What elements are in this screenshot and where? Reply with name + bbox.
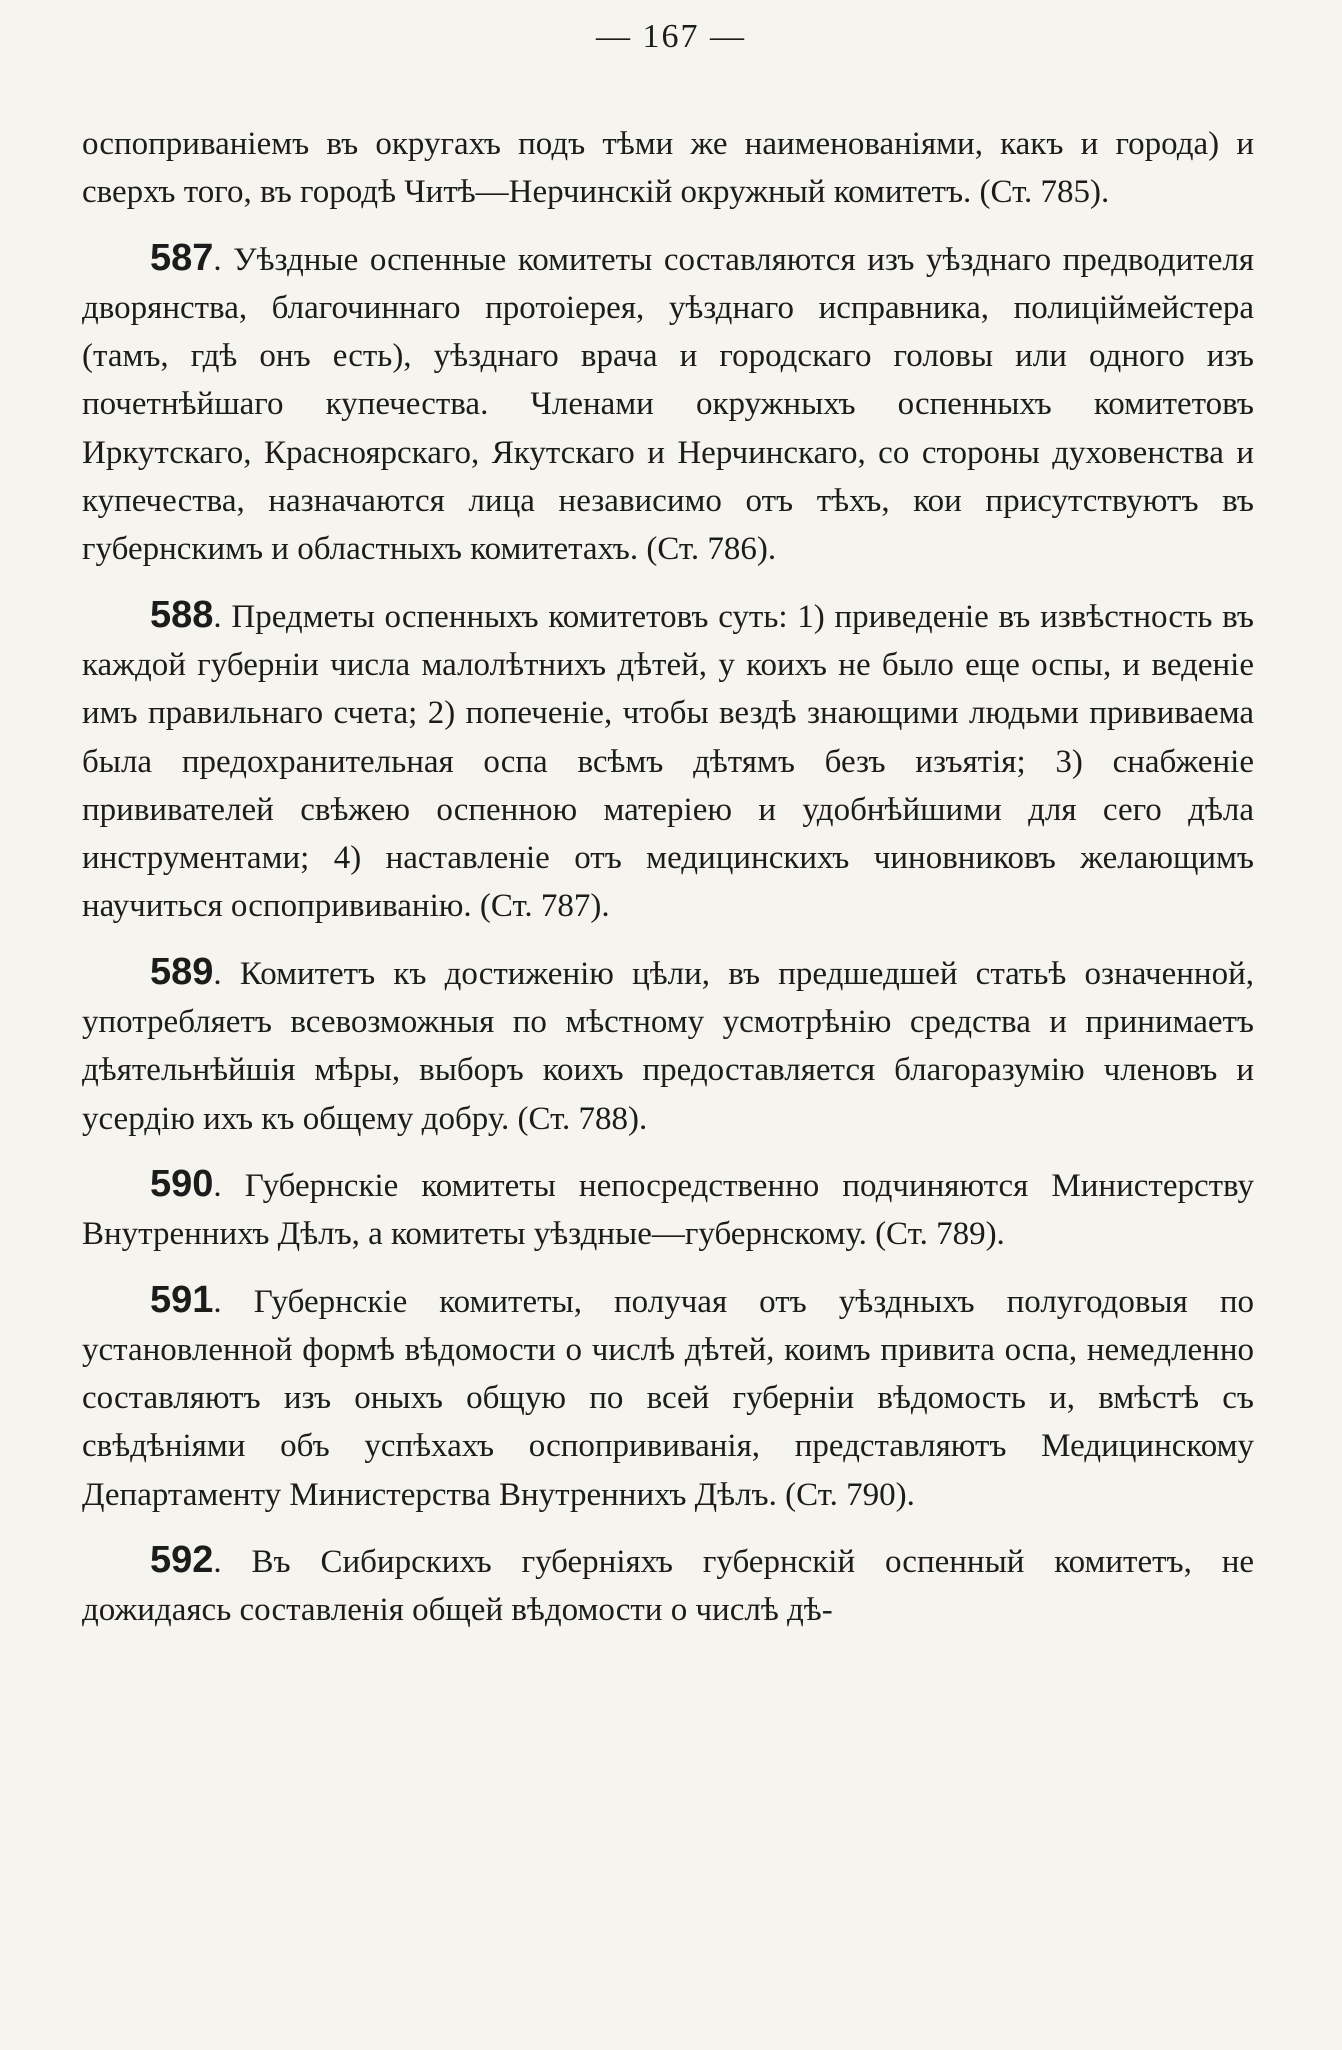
page-number: — 167 —: [596, 18, 746, 55]
article-587: [82, 234, 1254, 574]
article-number: 590: [150, 1162, 214, 1205]
article-text: . Комитетъ къ достиженію цѣли, въ предшедшей статьѣ означенной, употребляетъ всевозможныя по мѣстному усмотрѣнію средства и принимаетъ дѣятельнѣйшія мѣры, выборъ коихъ предоставляется благоразумію членовъ и усердію ихъ къ общему добру. (Ст. 788).: [82, 955, 1254, 1137]
article-number: 589: [150, 950, 214, 993]
article-text: . Предметы оспенныхъ комитетовъ суть: 1) приведеніе въ извѣстность въ каждой губерніи числа малолѣтнихъ дѣтей, у коихъ не было еще оспы, и веденіе имъ правильнаго счета; 2) попеченіе, чтобы вездѣ знающими людьми прививаема была предохранительная оспа всѣмъ дѣтямъ безъ изъятія; 3) снабженіе прививателей свѣжею оспенною матеріею и удобнѣйшими для сего дѣла инструментами; 4) наставленіе отъ медицинскихъ чиновниковъ желающимъ научиться оспопрививанію. (Ст. 787).: [82, 598, 1254, 925]
article-number: 591: [150, 1278, 214, 1321]
article-588: [82, 591, 1254, 931]
article-592: [82, 1536, 1254, 1635]
page-body: [82, 120, 1254, 1652]
article-text: . Въ Сибирскихъ губерніяхъ губернскій оспенный комитетъ, не дожидаясь составленія общей вѣдомости о числѣ дѣ-: [82, 1544, 1254, 1629]
article-number: 587: [150, 236, 214, 279]
article-text: . Губернскіе комитеты непосредственно подчиняются Министерству Внутреннихъ Дѣлъ, а комитеты уѣздные—губернскому. (Ст. 789).: [82, 1167, 1254, 1253]
article-589: [82, 948, 1254, 1143]
article-text: . Губернскіе комитеты, получая отъ уѣздныхъ полугодовыя по установленной формѣ вѣдомости о числѣ дѣтей, коимъ привита оспа, немедленно составляютъ изъ оныхъ общую по всей губерніи вѣдомость и, вмѣстѣ съ свѣдѣніями объ успѣхахъ оспопрививанія, представляютъ Медицинскому Департаменту Министерства Внутреннихъ Дѣлъ. (Ст. 790).: [82, 1283, 1254, 1513]
article-text: . Уѣздные оспенные комитеты составляются изъ уѣзднаго предводителя дворянства, благочиннаго протоіерея, уѣзднаго исправника, полиціймейстера (тамъ, гдѣ онъ есть), уѣзднаго врача и городскаго головы или одного изъ почетнѣйшаго купечества. Членами окружныхъ оспенныхъ комитетовъ Иркутскаго, Красноярскаго, Якутскаго и Нерчинскаго, со стороны духовенства и купечества, назначаются лица независимо отъ тѣхъ, кои присутствуютъ въ губернскимъ и областныхъ комитетахъ. (Ст. 786).: [82, 241, 1254, 568]
article-number: 592: [150, 1539, 214, 1582]
article-590: [82, 1160, 1254, 1259]
continued-paragraph: оспоприваніемъ въ округахъ подъ тѣми же наименованіями, какъ и города) и сверхъ того, въ городѣ Читѣ—Нерчинскій окружный комитетъ. (Ст. 785).: [82, 126, 1254, 211]
article-number: 588: [150, 593, 214, 636]
article-591: [82, 1276, 1254, 1519]
